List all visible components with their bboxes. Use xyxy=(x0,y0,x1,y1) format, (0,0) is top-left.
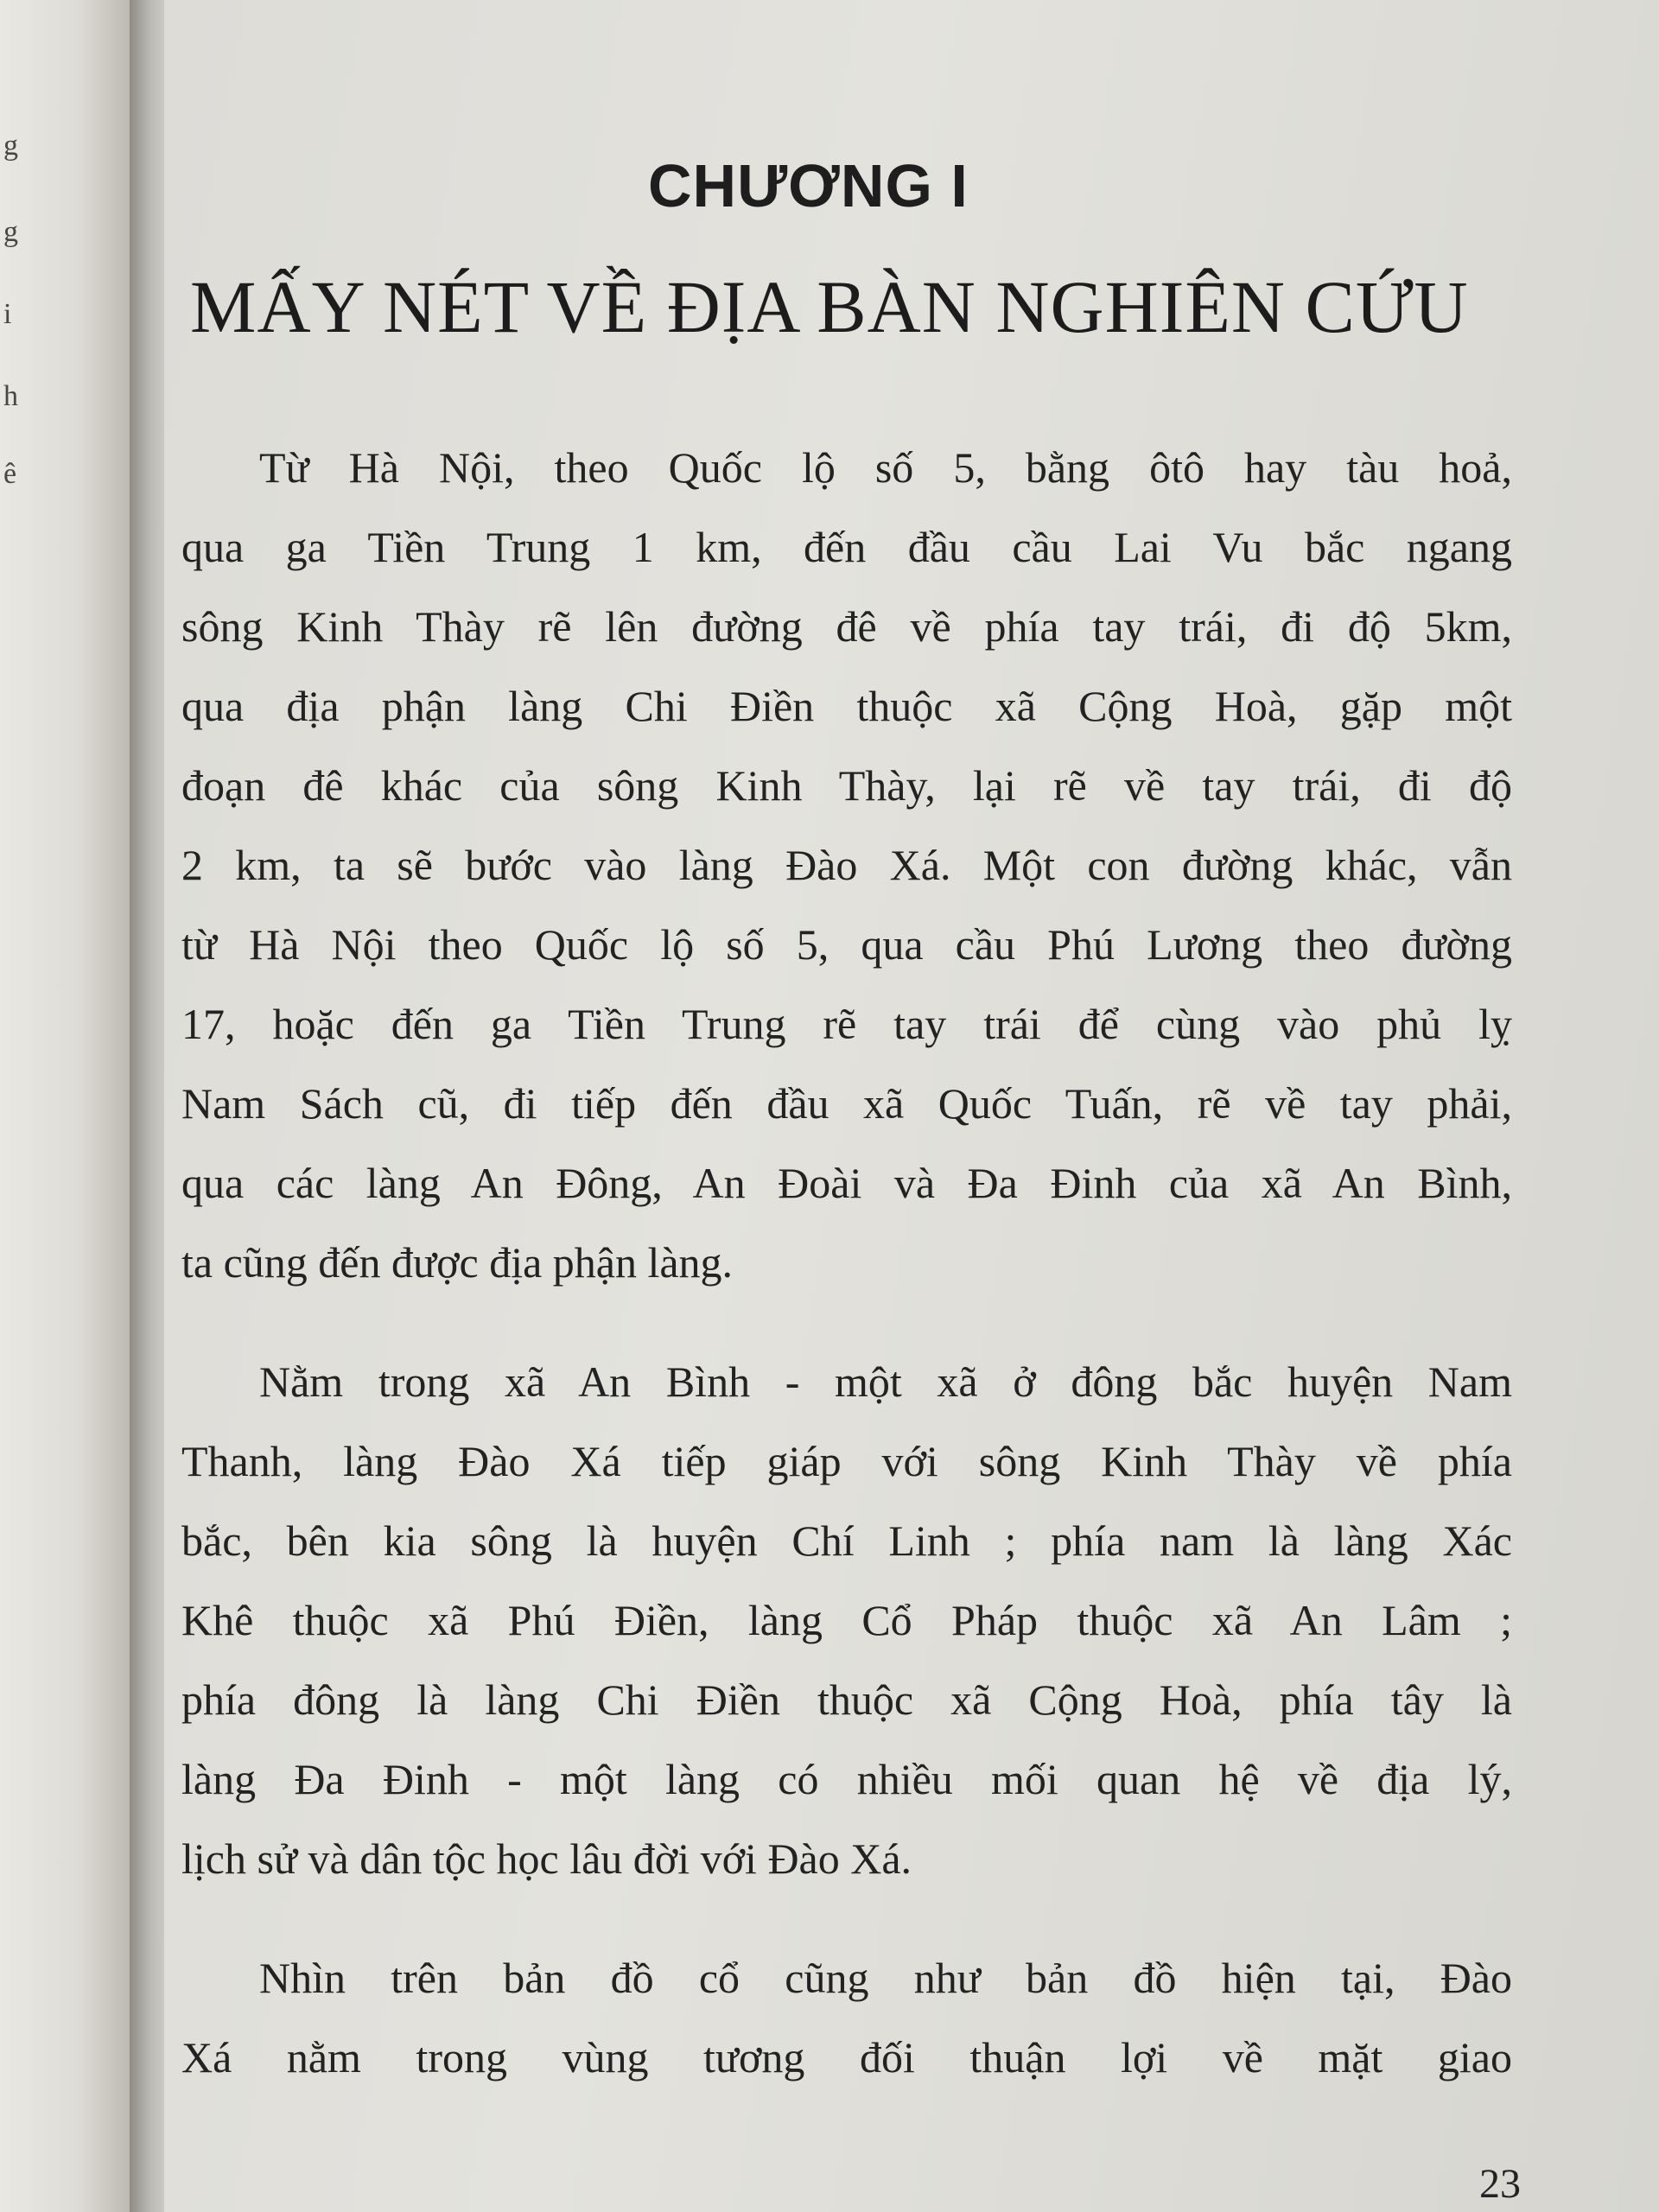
page-number: 23 xyxy=(1479,2161,1521,2207)
paragraph xyxy=(181,428,1512,1302)
text-line: qua địa phận làng Chi Điền thuộc xã Cộng Hoà, gặp một xyxy=(181,682,1512,730)
text-line: Từ Hà Nội, theo Quốc lộ số 5, bằng ôtô hay tàu hoả, xyxy=(259,443,1512,492)
text-line: phía đông là làng Chi Điền thuộc xã Cộng Hoà, phía tây là xyxy=(181,1675,1512,1724)
facing-page-fragment: g xyxy=(3,216,18,248)
text-line: Xá nằm trong vùng tương đối thuận lợi về mặt giao xyxy=(181,2033,1512,2082)
book-page xyxy=(164,0,1659,2212)
paragraph xyxy=(181,1342,1512,1898)
text-line: Nhìn trên bản đồ cổ cũng như bản đồ hiện tại, Đào xyxy=(259,1954,1512,2002)
facing-page-fragment: h xyxy=(3,380,18,412)
facing-page-fragment: ê xyxy=(3,458,17,490)
facing-page-fragment: g xyxy=(3,130,18,162)
page-body xyxy=(181,428,1512,2097)
text-line: làng Đa Đinh - một làng có nhiều mối quan hệ về địa lý, xyxy=(181,1755,1512,1803)
text-line: bắc, bên kia sông là huyện Chí Linh ; phía nam là làng Xác xyxy=(181,1516,1512,1565)
text-line: ta cũng đến được địa phận làng. xyxy=(181,1238,734,1287)
text-line: qua ga Tiền Trung 1 km, đến đầu cầu Lai Vu bắc ngang xyxy=(181,523,1512,571)
text-line: Thanh, làng Đào Xá tiếp giáp với sông Kinh Thày về phía xyxy=(181,1437,1512,1485)
chapter-heading: CHƯƠNG I xyxy=(648,152,969,219)
text-line: Khê thuộc xã Phú Điền, làng Cổ Pháp thuộc xã An Lâm ; xyxy=(181,1596,1512,1644)
text-line: qua các làng An Đông, An Đoài và Đa Đinh của xã An Bình, xyxy=(181,1159,1512,1207)
text-line: lịch sử và dân tộc học lâu đời với Đào Xá. xyxy=(181,1834,912,1883)
facing-page-fragment: i xyxy=(3,298,12,330)
text-line: sông Kinh Thày rẽ lên đường đê về phía tay trái, đi độ 5km, xyxy=(181,602,1512,651)
text-line: 2 km, ta sẽ bước vào làng Đào Xá. Một con đường khác, vẫn xyxy=(181,841,1512,889)
text-line: 17, hoặc đến ga Tiền Trung rẽ tay trái để cùng vào phủ lỵ xyxy=(181,1000,1512,1048)
paragraph xyxy=(181,1938,1512,2097)
text-line: từ Hà Nội theo Quốc lộ số 5, qua cầu Phú Lương theo đường xyxy=(181,920,1512,969)
text-line: Nằm trong xã An Bình - một xã ở đông bắc huyện Nam xyxy=(259,1357,1512,1406)
text-line: Nam Sách cũ, đi tiếp đến đầu xã Quốc Tuấn, rẽ về tay phải, xyxy=(181,1079,1512,1128)
facing-page-edge xyxy=(0,0,130,2212)
text-line: đoạn đê khác của sông Kinh Thày, lại rẽ về tay trái, đi độ xyxy=(181,761,1512,810)
chapter-title: MẤY NÉT VỀ ĐỊA BÀN NGHIÊN CỨU xyxy=(190,265,1469,348)
